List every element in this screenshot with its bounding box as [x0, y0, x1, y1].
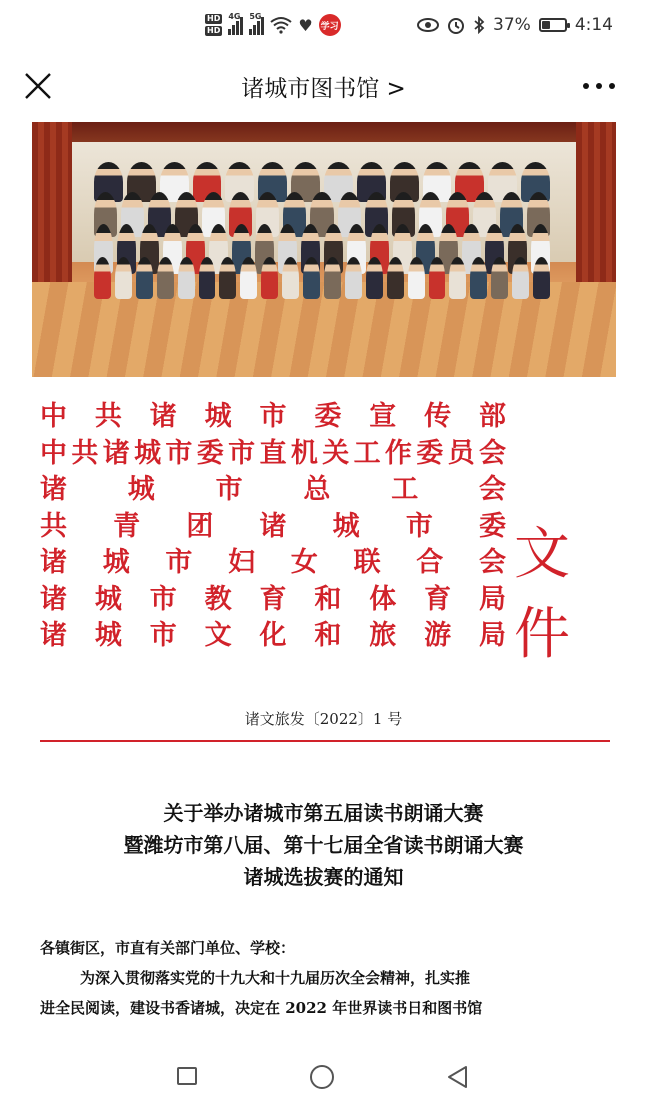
status-bar	[0, 0, 647, 56]
hd-1: HD	[207, 14, 221, 23]
red-divider	[40, 740, 610, 742]
battery-icon	[539, 18, 567, 32]
heart-icon: ♥	[298, 15, 313, 35]
photo-person	[136, 257, 153, 299]
photo-person	[470, 257, 487, 299]
system-navigation-bar	[0, 1050, 647, 1104]
photo-person	[512, 257, 529, 299]
bluetooth-icon	[473, 16, 485, 34]
photo-person	[387, 257, 404, 299]
photo-person	[345, 257, 362, 299]
network-type-1: 4G	[228, 12, 241, 21]
battery-percent: 37%	[493, 15, 531, 35]
document-title-line-2: 暨潍坊市第八届、第十七届全省读书朗诵大赛	[123, 833, 524, 857]
issuing-org-2: 中 共 诸 城 市 委 市 直 机 关 工 作 委 员 会	[40, 437, 506, 469]
issuing-org-4: 共 青 团 诸 城 市 委	[40, 510, 506, 542]
photo-person	[157, 257, 174, 299]
hd-indicator	[205, 14, 222, 36]
app-notification-icon: 学习	[319, 14, 341, 36]
hd-2: HD	[207, 26, 221, 35]
photo-person	[261, 257, 278, 299]
document-number: 诸文旅发〔2022〕1 号	[244, 710, 403, 728]
photo-person	[219, 257, 236, 299]
more-options-button[interactable]	[577, 76, 621, 96]
issuing-org-1: 中 共 诸 城 市 委 宣 传 部	[40, 401, 506, 432]
more-dot-icon	[583, 83, 589, 89]
more-dot-icon	[609, 83, 615, 89]
signal-icon-1	[228, 12, 243, 35]
photo-crowd	[92, 162, 562, 297]
document-body-line-1: 为深入贯彻落实党的十九大和十九届历次全会精神，扎实推	[80, 969, 471, 987]
status-left-icons	[205, 14, 341, 36]
document-title-line-3: 诸城选拔赛的通知	[243, 865, 404, 889]
photo-person	[449, 257, 466, 299]
photo-person	[408, 257, 425, 299]
issuing-org-7: 诸 城 市 文 化 和 旅 游 局	[40, 620, 506, 651]
page-title[interactable]: 诸城市图书馆 >	[241, 76, 406, 102]
photo-person	[303, 257, 320, 299]
signal-icon-2	[249, 12, 264, 35]
document-body-line-2: 进全民阅读，建设书香诸城，决定在 2022 年世界读书日和图书馆	[40, 999, 483, 1017]
battery-level	[542, 21, 550, 29]
photo-person	[115, 257, 132, 299]
issuing-org-5: 诸 城 市 妇 女 联 合 会	[40, 547, 506, 578]
document-header	[40, 400, 610, 667]
nav-bar	[0, 56, 647, 116]
alarm-icon	[447, 16, 465, 34]
more-dot-icon	[596, 83, 602, 89]
network-type-2: 5G	[249, 12, 262, 21]
photo-person	[429, 257, 446, 299]
photo-person	[366, 257, 383, 299]
wifi-icon	[270, 16, 292, 34]
photo-person	[240, 257, 257, 299]
eye-icon	[417, 18, 439, 32]
document-title-line-1: 关于举办诸城市第五届读书朗诵大赛	[163, 801, 484, 825]
document-salutation: 各镇街区，市直有关部门单位、学校：	[40, 939, 296, 957]
photo-person	[199, 257, 216, 299]
recent-apps-icon[interactable]	[177, 1067, 197, 1085]
photo-person	[324, 257, 341, 299]
photo-person	[533, 257, 550, 299]
group-photo	[32, 122, 616, 377]
status-right-icons	[417, 15, 613, 35]
photo-person	[94, 257, 111, 299]
issuing-org-6: 诸 城 市 教 育 和 体 育 局	[40, 583, 506, 615]
back-icon[interactable]	[445, 1064, 471, 1090]
document-wenjian-mark: 文件	[514, 522, 568, 667]
photo-person	[491, 257, 508, 299]
photo-person	[282, 257, 299, 299]
home-icon[interactable]	[310, 1065, 334, 1089]
issuing-org-3: 诸 城 市 总 工 会	[40, 474, 506, 505]
photo-person	[178, 257, 195, 299]
clock: 4:14	[574, 15, 613, 35]
